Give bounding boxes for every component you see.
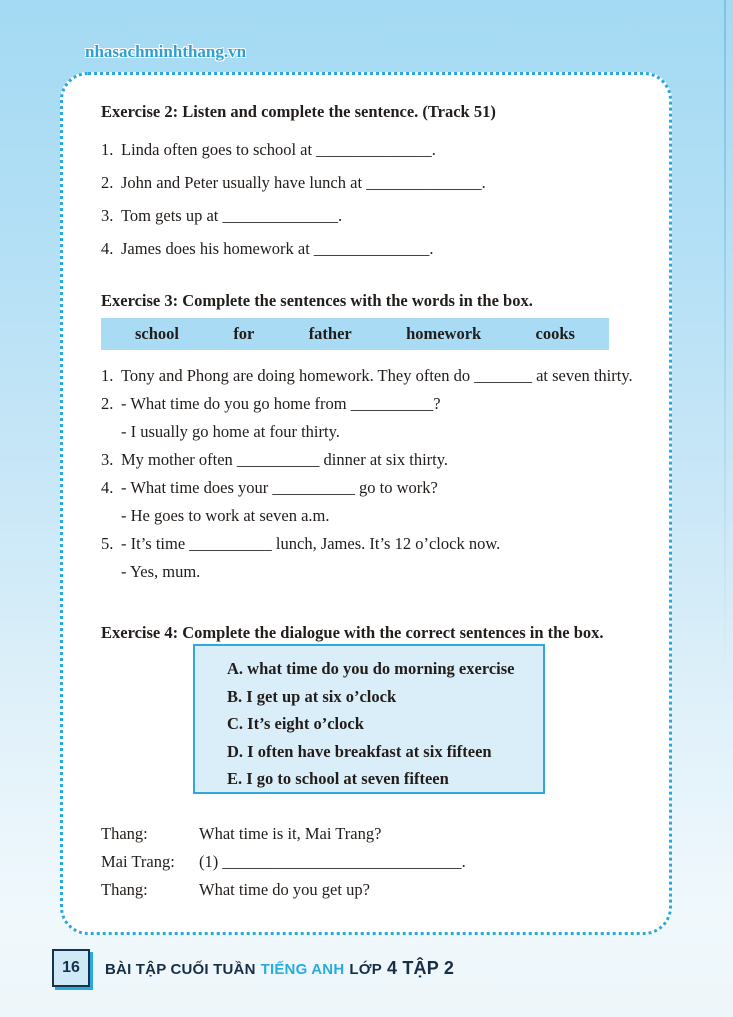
item-number: 2. [101,173,114,192]
item-text: - It’s time __________ lunch, James. It’s 12 o’clock now. [121,534,501,553]
exercise2-items [101,133,641,265]
item-number: 1. [101,140,114,159]
item-text: John and Peter usually have lunch at ______________. [121,173,486,192]
dialogue-text: (1) _____________________________. [199,852,466,871]
exercise3-line [101,474,641,502]
item-text: Tony and Phong are doing homework. They often do _______ at seven thirty. [121,366,633,385]
exercise3-line [101,390,641,418]
content-panel [60,72,672,935]
exercise2-item [101,133,641,166]
item-number: 3. [101,450,114,469]
exercise3-line [101,502,641,530]
item-number [101,502,121,530]
word-box-word: for [233,324,255,343]
item-text: - What time does your __________ go to work? [121,478,438,497]
word-box-word: father [308,324,352,343]
item-number [101,558,121,586]
option-line: A. what time do you do morning exercise [227,659,515,678]
dialogue-row [101,876,641,904]
dialogue-speaker: Thang: [101,880,148,899]
option-line: E. I go to school at seven fifteen [227,769,449,788]
option-line: B. I get up at six o’clock [227,686,397,706]
dialogue-text: What time do you get up? [199,880,370,899]
dialogue-row [101,848,641,876]
item-text: My mother often __________ dinner at six thirty. [121,450,449,469]
item-number: 2. [101,394,114,413]
exercise3-title: Exercise 3: Complete the sentences with the words in the box. [101,291,533,310]
dialogue [101,820,641,904]
page-number-badge: 16 [52,949,90,987]
exercise4-title: Exercise 4: Complete the dialogue with the correct sentences in the box. [101,623,604,642]
item-text: - What time do you go home from __________? [121,394,441,413]
dialogue-row [101,820,641,848]
dialogue-text: What time is it, Mai Trang? [199,824,382,843]
item-number: 5. [101,534,114,553]
item-number: 4. [101,239,114,258]
dialogue-speaker: Mai Trang: [101,852,175,871]
book-title [105,958,454,979]
item-number: 1. [101,366,114,385]
book-title-part1: BÀI TẬP CUỐI TUẦN [105,960,256,978]
page-edge-shading [724,0,726,692]
book-title-part3: 4 TẬP 2 [386,957,455,978]
watermark-text: nhasachminhthang.vn [85,42,247,61]
item-text: - I usually go home at four thirty. [121,422,340,441]
word-box-word: cooks [535,324,575,343]
item-text: Tom gets up at ______________. [121,206,343,225]
item-text: - Yes, mum. [121,562,201,581]
exercise2-item [101,199,641,232]
exercise3-line [101,530,641,558]
page-footer [52,949,454,987]
exercise3-word-box [101,318,609,350]
exercise3-line [101,418,641,446]
option-line: C. It’s eight o’clock [227,714,364,733]
exercise2-title: Exercise 2: Listen and complete the sentence. (Track 51) [101,102,496,121]
exercise3-line [101,446,641,474]
book-title-highlight: TIẾNG ANH [260,960,345,978]
word-box-word: homework [406,324,482,343]
book-title-part2: LỚP [349,960,382,978]
item-number: 4. [101,478,114,497]
exercise3-line [101,558,641,586]
item-text: James does his homework at ______________. [121,239,434,258]
option-line: D. I often have breakfast at six fifteen [227,741,492,761]
exercise3-lines [101,362,641,586]
dialogue-speaker: Thang: [101,824,148,843]
item-text: Linda often goes to school at ______________. [121,140,436,159]
exercise3-line [101,362,641,390]
exercise2-item [101,166,641,199]
item-number [101,418,121,446]
exercise4-options-box [193,644,545,794]
item-number: 3. [101,206,114,225]
exercise2-item [101,232,641,265]
item-text: - He goes to work at seven a.m. [121,506,330,525]
word-box-word: school [135,324,180,343]
